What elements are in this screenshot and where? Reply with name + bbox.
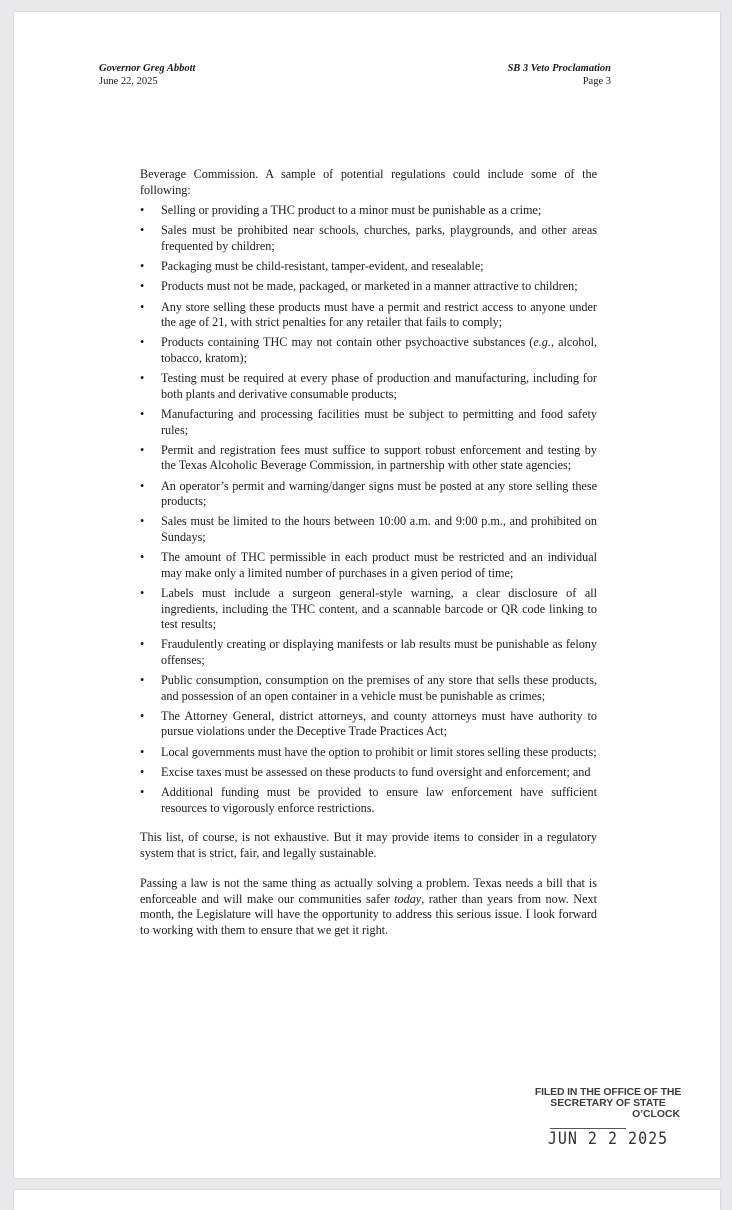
list-item-text: Labels must include a surgeon general-style warning, a clear disclosure of all ingredients, including the THC content, and a scannable barcode or QR code linking to test results; — [161, 586, 597, 632]
list-item-text: Sales must be limited to the hours between 10:00 a.m. and 9:00 p.m., and prohibited on Sundays; — [161, 514, 597, 544]
bullet-icon: • — [140, 744, 145, 759]
bullet-icon: • — [140, 442, 145, 457]
bullet-icon: • — [140, 586, 145, 601]
bullet-icon: • — [140, 514, 145, 529]
list-item — [140, 371, 597, 402]
bullet-icon: • — [140, 223, 145, 238]
list-item — [140, 637, 597, 668]
bullet-icon: • — [140, 335, 145, 350]
list-item — [140, 300, 597, 331]
bullet-icon: • — [140, 765, 145, 780]
governor-name: Governor Greg Abbott — [99, 63, 196, 74]
closing-text-italic: today — [394, 891, 422, 906]
header-left — [99, 62, 195, 88]
list-item-text: Local governments must have the option to prohibit or limit stores selling these products; — [161, 744, 597, 759]
list-item-text: The amount of THC permissible in each product must be restricted and an individual may make only a limited number of purchases in a given period of time; — [161, 550, 597, 580]
list-item-text: Products must not be made, packaged, or marketed in a manner attractive to children; — [161, 279, 578, 294]
list-item-text: Fraudulently creating or displaying manifests or lab results must be punishable as felony offenses; — [161, 637, 597, 667]
list-item — [140, 479, 597, 510]
list-item — [140, 279, 597, 295]
list-item-text: Permit and registration fees must suffice to support robust enforcement and testing by the Texas Alcoholic Beverage Commission, in partnership with other state agencies; — [161, 442, 597, 473]
stamp-date: JUN 2 2 2025 — [547, 1127, 669, 1149]
list-item-text-tail: , alcohol, tobacco, kratom); — [161, 335, 598, 365]
closing-text-lead: Passing a law is not the same thing as actually solving a problem. Texas needs a bill that is enforceable and will make our communities safer — [140, 876, 597, 906]
list-item — [140, 765, 597, 781]
list-item-text: An operator’s permit and warning/danger signs must be posted at any store selling these products; — [161, 478, 597, 509]
stamp-line-2: SECRETARY OF STATE — [550, 1098, 666, 1109]
intro-paragraph: Beverage Commission. A sample of potential regulations could include some of the following: — [140, 167, 597, 197]
list-item-text: Any store selling these products must have a permit and restrict access to anyone under the age of 21, with strict penalties for any retailer that fails to comply; — [161, 299, 597, 330]
list-item — [140, 709, 597, 740]
body-text — [140, 167, 597, 938]
closing-text-tail: , rather than years from now. Next month, the Legislature will have the opportunity to address this serious issue. I look forward to working with them to ensure that we get it right. — [140, 891, 597, 937]
list-item-text: Manufacturing and processing facilities must be subject to permitting and food safety rules; — [161, 407, 597, 437]
list-item — [140, 514, 597, 545]
list-item-text: Selling or providing a THC product to a minor must be punishable as a crime; — [161, 203, 542, 217]
list-item-text: Public consumption, consumption on the premises of any store that sells these products, and possession of an open container in a vehicle must be punishable as crimes; — [161, 673, 597, 703]
bullet-icon: • — [140, 637, 145, 652]
bullet-icon: • — [140, 371, 145, 386]
page-number: Page 3 — [582, 76, 611, 87]
list-item — [140, 785, 597, 816]
list-item-text: Sales must be prohibited near schools, churches, parks, playgrounds, and other areas frequented by children; — [161, 223, 597, 253]
header-right — [507, 62, 611, 88]
list-item-text: Excise taxes must be assessed on these products to fund oversight and enforcement; and — [161, 765, 591, 780]
list-item — [140, 443, 597, 474]
list-item-text-lead: Products containing THC may not contain other psychoactive substances ( — [161, 335, 534, 350]
bullet-icon: • — [140, 478, 145, 493]
header-date: June 22, 2025 — [99, 76, 158, 87]
list-item-text: Packaging must be child-resistant, tamper-evident, and resealable; — [161, 259, 484, 274]
bullet-icon: • — [140, 407, 145, 422]
bullet-icon: • — [140, 708, 145, 723]
list-item — [140, 745, 597, 761]
bullet-icon: • — [140, 279, 145, 294]
bullet-icon: • — [140, 259, 145, 274]
next-page-edge — [14, 1190, 720, 1210]
document-page — [14, 12, 720, 1178]
regulation-list — [140, 203, 597, 816]
list-item — [140, 586, 597, 633]
list-item-text-ital: e.g. — [533, 335, 551, 350]
bullet-icon: • — [140, 299, 145, 314]
stamp-line-3: O’CLOCK — [632, 1109, 680, 1120]
list-item-text: Additional funding must be provided to ensure law enforcement have sufficient resources to vigorously enforce restrictions. — [161, 785, 597, 815]
list-item — [140, 259, 597, 275]
list-item-text: The Attorney General, district attorneys, and county attorneys must have authority to pursue violations under the Deceptive Trade Practices Act; — [161, 708, 597, 739]
bullet-icon: • — [140, 785, 145, 800]
list-item — [140, 203, 597, 219]
proclamation-title: SB 3 Veto Proclamation — [507, 63, 611, 74]
list-item — [140, 335, 597, 366]
list-item — [140, 550, 597, 581]
filing-stamp — [526, 1087, 690, 1147]
list-item — [140, 223, 597, 254]
bullet-icon: • — [140, 203, 145, 217]
stamp-line-1: FILED IN THE OFFICE OF THE — [534, 1087, 682, 1098]
bullet-icon: • — [140, 550, 145, 565]
list-item — [140, 407, 597, 438]
closing-paragraph-1: This list, of course, is not exhaustive. But it may provide items to consider in a regulatory system that is strict, fair, and legally sustainable. — [140, 830, 597, 860]
closing-paragraph-2 — [140, 876, 597, 938]
list-item-text: Testing must be required at every phase of production and manufacturing, including for both plants and derivative consumable products; — [161, 371, 597, 401]
list-item — [140, 673, 597, 704]
bullet-icon: • — [140, 673, 145, 688]
